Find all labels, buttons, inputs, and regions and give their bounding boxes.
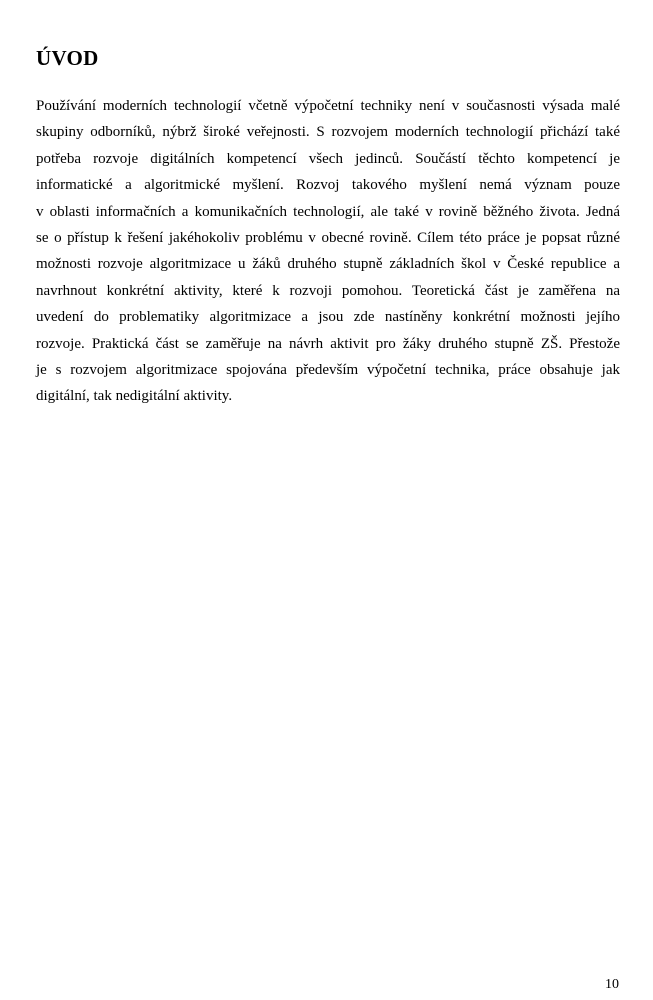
paragraph-line: možnosti rozvoje algoritmizace u žáků druhého stupně základních škol v České republice a	[36, 256, 620, 273]
paragraph-line: je s rozvojem algoritmizace spojována především výpočetní technika, práce obsahuje jak	[36, 362, 620, 379]
paragraph-line: digitální, tak nedigitální aktivity.	[36, 388, 233, 405]
paragraph-line: v oblasti informačních a komunikačních technologií, ale také v rovině běžného života. Jedná	[36, 203, 620, 220]
page-number: 10	[605, 977, 619, 992]
paragraph-line: potřeba rozvoje digitálních kompetencí všech jedinců. Součástí těchto kompetencí je	[36, 150, 620, 167]
paragraph-line: uvedení do problematiky algoritmizace a jsou zde nastíněny konkrétní možnosti jejího	[36, 309, 620, 326]
paragraph-line: informatické a algoritmické myšlení. Rozvoj takového myšlení nemá význam pouze	[36, 177, 620, 194]
section-heading: ÚVOD	[36, 46, 99, 70]
paragraph-line: skupiny odborníků, nýbrž široké veřejnosti. S rozvojem moderních technologií přichází také	[36, 124, 620, 141]
paragraph-line: rozvoje. Praktická část se zaměřuje na návrh aktivit pro žáky druhého stupně ZŠ. Přestože	[36, 335, 620, 352]
paragraph-line: navrhnout konkrétní aktivity, které k rozvoji pomohou. Teoretická část je zaměřena na	[36, 282, 620, 299]
body-paragraph	[36, 93, 620, 410]
paragraph-line: se o přístup k řešení jakéhokoliv problému v obecné rovině. Cílem této práce je popsat různé	[36, 230, 620, 247]
paragraph-line: Používání moderních technologií včetně výpočetní techniky není v současnosti výsada malé	[36, 98, 620, 114]
